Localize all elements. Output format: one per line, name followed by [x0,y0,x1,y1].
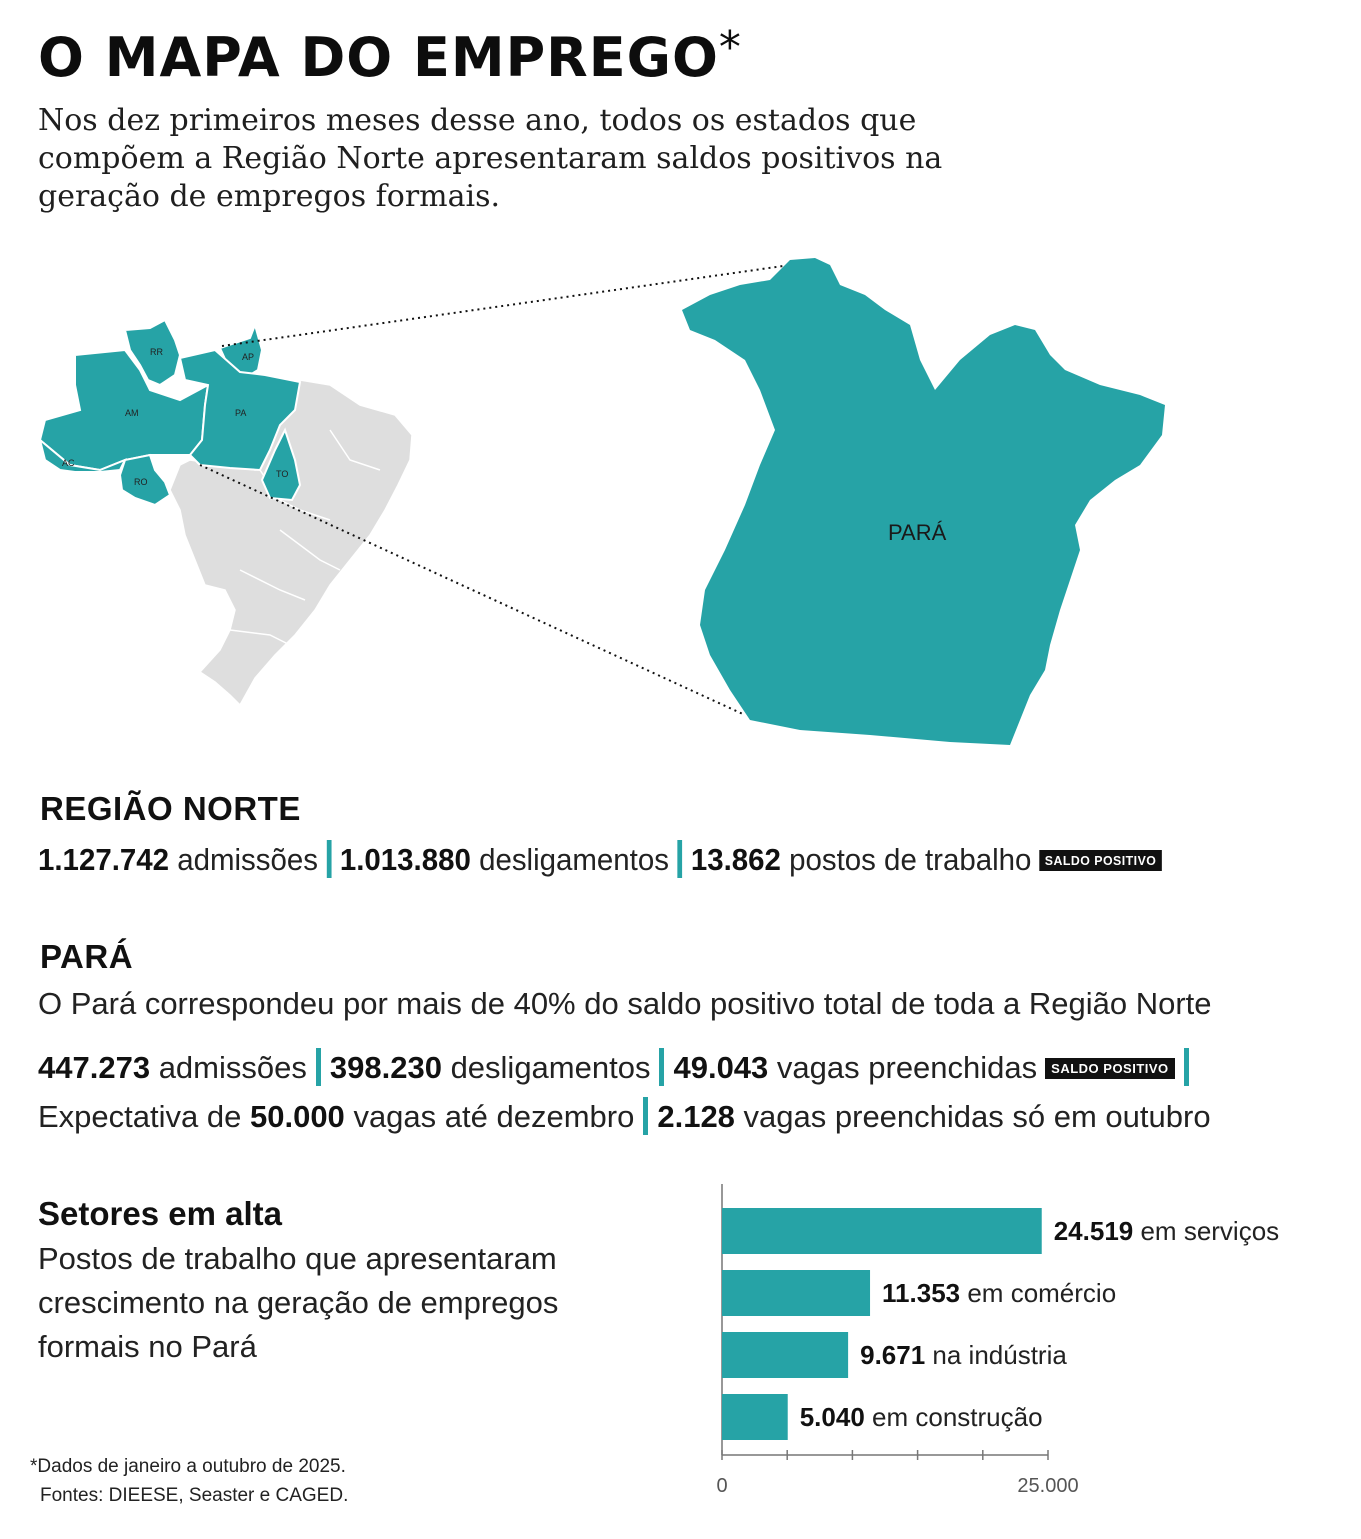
pa-admissoes-value: 447.273 [38,1050,151,1085]
saldo-positivo-badge: SALDO POSITIVO [1039,850,1162,871]
label-ap: AP [242,352,255,362]
separator [1184,1048,1189,1086]
para-expectativa [38,1097,1211,1135]
rn-desligamentos-label: desligamentos [479,842,669,877]
separator [327,840,332,878]
setores-subtitle: Postos de trabalho que apresentaram crescimento na geração de empregos formais no Pará [38,1241,559,1364]
label-to: TO [276,469,289,479]
chart-bar [722,1270,870,1316]
para-heading: PARÁ [40,938,134,975]
para-shape [682,258,1165,745]
expectativa-prefix: Expectativa de [38,1099,242,1134]
sectors-bar-chart [700,1180,1340,1510]
para-stats [38,1048,1198,1086]
pa-desligamentos-label: desligamentos [450,1050,651,1085]
separator [678,840,683,878]
footnote-mark: * [30,1456,38,1477]
rn-desligamentos-value: 1.013.880 [339,842,471,877]
para-statement: O Pará correspondeu por mais de 40% do saldo positivo total de toda a Região Norte [38,986,1212,1021]
chart-data-label: 5.040 em construção [799,1402,1043,1432]
label-ro: RO [134,477,148,487]
chart-data-label: 24.519 em serviços [1053,1216,1280,1246]
label-pa: PA [235,408,247,418]
separator [643,1097,648,1135]
regiao-norte-heading: REGIÃO NORTE [40,790,301,827]
expectativa-value: 50.000 [249,1099,345,1134]
setores-heading: Setores em alta [38,1195,282,1232]
pa-vagas-label: vagas preenchidas [776,1050,1038,1085]
chart-tick-label: 0 [716,1475,728,1497]
label-rr: RR [150,347,163,357]
chart-bar [722,1394,788,1440]
chart-bar [722,1332,848,1378]
footnote [30,1452,346,1481]
rn-admissoes-value: 1.127.742 [38,842,170,877]
para-zoom-label: PARÁ [888,520,947,545]
separator [316,1048,321,1086]
saldo-positivo-badge: SALDO POSITIVO [1045,1058,1175,1079]
regiao-norte-stats [38,840,1162,878]
sources: Fontes: DIEESE, Seaster e CAGED. [40,1485,349,1506]
chart-data-label: 11.353 em comércio [882,1278,1117,1308]
pa-admissoes-label: admissões [158,1050,307,1085]
chart-tick-label: 25.000 [1017,1475,1079,1497]
rn-postos-value: 13.862 [690,842,781,877]
pa-vagas-value: 49.043 [673,1050,769,1085]
label-ac: AC [62,458,75,468]
page-title: O MAPA DO EMPREGO* [38,22,742,89]
expectativa-suffix: vagas até dezembro [353,1099,635,1134]
separator [659,1048,664,1086]
lede-paragraph: Nos dez primeiros meses desse ano, todos os estados que compõem a Região Norte apresentaram saldos positivos na geração de empregos formais. [38,103,943,214]
rn-postos-label: postos de trabalho [789,842,1032,877]
outubro-value: 2.128 [657,1099,735,1134]
footnote-text: Dados de janeiro a outubro de 2025. [37,1456,346,1477]
pa-desligamentos-value: 398.230 [329,1050,442,1085]
chart-data-label: 9.671 na indústria [860,1340,1067,1370]
para-map-zoom [670,250,1170,750]
chart-bar [722,1208,1042,1254]
label-am: AM [125,408,139,418]
rn-admissoes-label: admissões [177,842,318,877]
outubro-label: vagas preenchidas só em outubro [743,1099,1211,1134]
title-asterisk: * [718,22,742,73]
